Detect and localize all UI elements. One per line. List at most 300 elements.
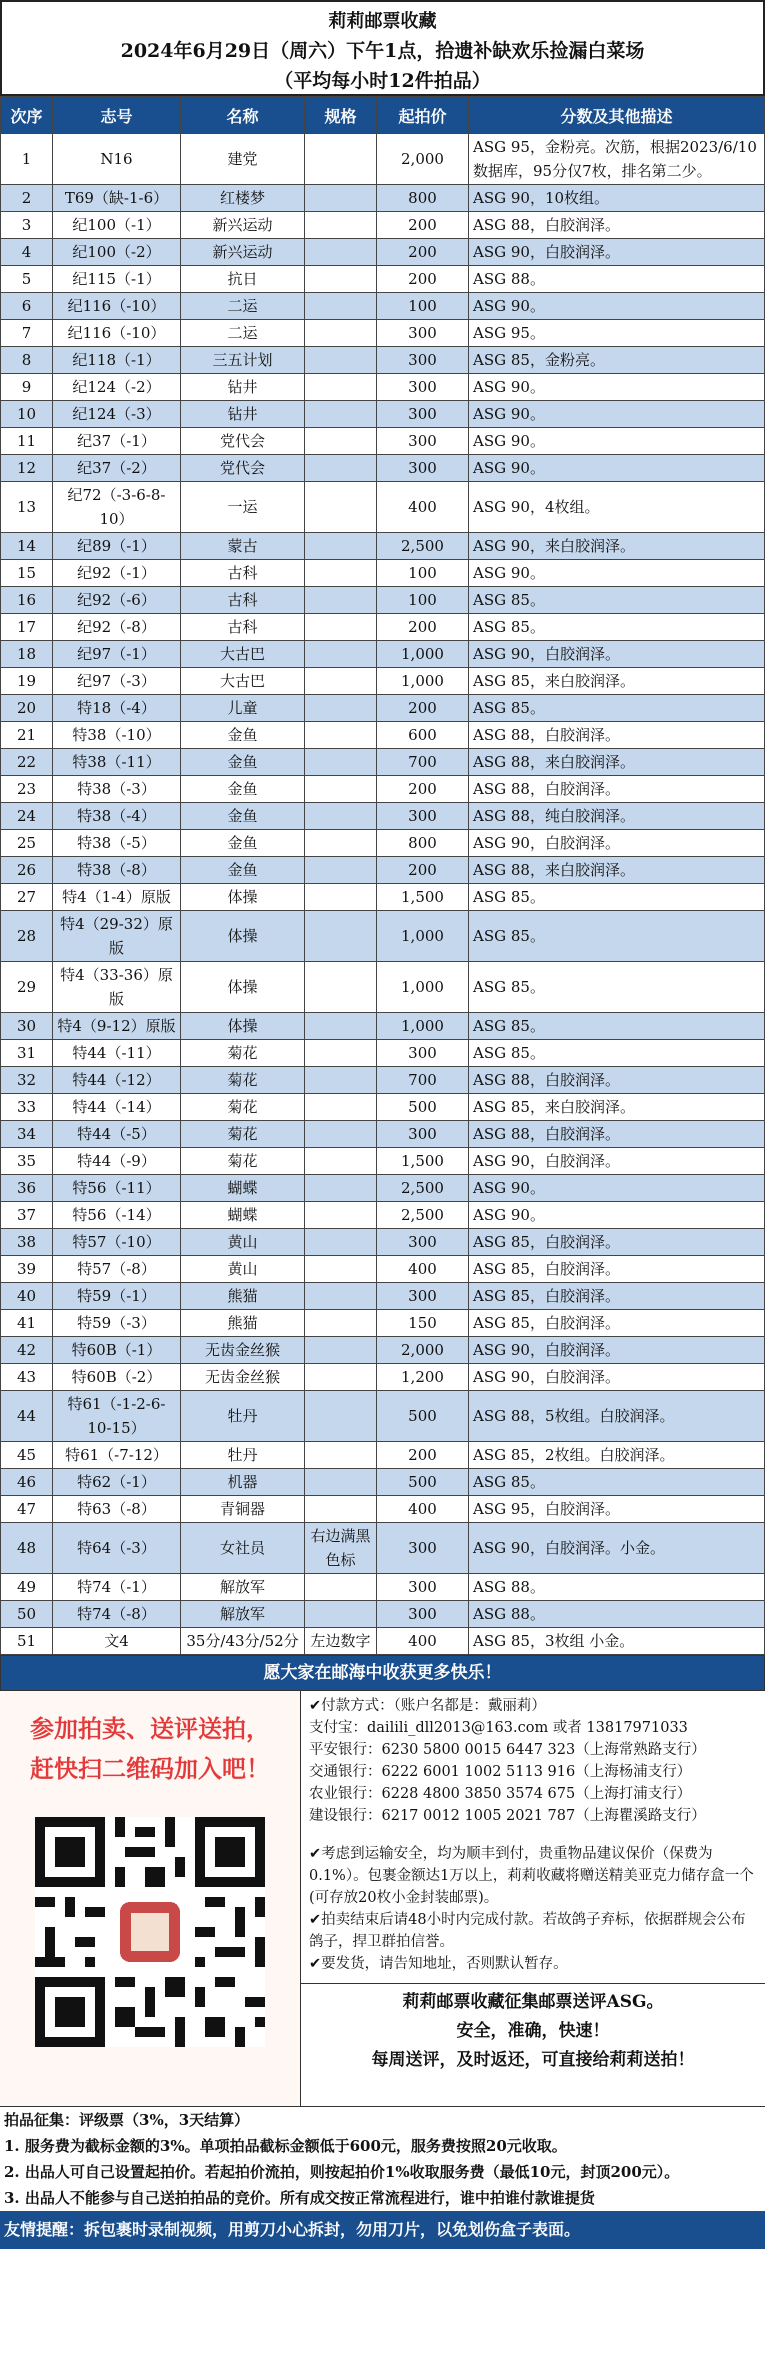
lot-number: 20 [1, 695, 53, 722]
stamp-name: 青铜器 [181, 1496, 305, 1523]
lot-number: 45 [1, 1442, 53, 1469]
stamp-id: 特60B（-1） [53, 1337, 181, 1364]
stamp-id: 特4（33-36）原版 [53, 962, 181, 1013]
start-price: 1,000 [377, 668, 469, 695]
wish-bar: 愿大家在邮海中收获更多快乐！ [0, 1655, 765, 1691]
stamp-name: 抗日 [181, 266, 305, 293]
stamp-spec [305, 1067, 377, 1094]
grade-description: ASG 88，白胶润泽。 [469, 1067, 765, 1094]
stamp-name: 红楼梦 [181, 185, 305, 212]
stamp-spec [305, 455, 377, 482]
stamp-id: 特56（-14） [53, 1202, 181, 1229]
grade-description: ASG 90。 [469, 374, 765, 401]
lot-number: 25 [1, 830, 53, 857]
stamp-id: 纪37（-1） [53, 428, 181, 455]
stamp-spec [305, 1574, 377, 1601]
table-row [1, 1469, 765, 1496]
auction-date-title: 2024年6月29日（周六）下午1点，拾遗补缺欢乐捡漏白菜场 [120, 40, 645, 62]
grade-description: ASG 90，来白胶润泽。 [469, 533, 765, 560]
grade-description: ASG 88。 [469, 1601, 765, 1628]
grade-description: ASG 88。 [469, 1574, 765, 1601]
table-row [1, 1067, 765, 1094]
stamp-id: 特44（-14） [53, 1094, 181, 1121]
stamp-id: 纪100（-2） [53, 239, 181, 266]
lot-number: 10 [1, 401, 53, 428]
stamp-spec [305, 1175, 377, 1202]
start-price: 300 [377, 374, 469, 401]
start-price: 300 [377, 347, 469, 374]
stamp-name: 机器 [181, 1469, 305, 1496]
start-price: 2,500 [377, 1202, 469, 1229]
stamp-name: 党代会 [181, 455, 305, 482]
stamp-id: 特18（-4） [53, 695, 181, 722]
stamp-name: 二运 [181, 293, 305, 320]
grade-description: ASG 88，白胶润泽。 [469, 1121, 765, 1148]
grade-description: ASG 88，来白胶润泽。 [469, 749, 765, 776]
promo-qr-panel [0, 1691, 301, 2106]
stamp-id: N16 [53, 134, 181, 185]
grade-description: ASG 85，2枚组。白胶润泽。 [469, 1442, 765, 1469]
table-row [1, 1442, 765, 1469]
start-price: 200 [377, 614, 469, 641]
grade-description: ASG 90，10枚组。 [469, 185, 765, 212]
start-price: 800 [377, 185, 469, 212]
grade-description: ASG 85。 [469, 1469, 765, 1496]
stamp-name: 儿童 [181, 695, 305, 722]
stamp-id: 特56（-11） [53, 1175, 181, 1202]
table-row [1, 722, 765, 749]
grade-description: ASG 90，4枚组。 [469, 482, 765, 533]
table-row [1, 962, 765, 1013]
grade-description: ASG 85，来白胶润泽。 [469, 1094, 765, 1121]
stamp-id: 特44（-9） [53, 1148, 181, 1175]
table-row [1, 1094, 765, 1121]
stamp-name: 无齿金丝猴 [181, 1364, 305, 1391]
lot-number: 49 [1, 1574, 53, 1601]
lot-number: 39 [1, 1256, 53, 1283]
table-row [1, 320, 765, 347]
start-price: 300 [377, 1229, 469, 1256]
start-price: 800 [377, 830, 469, 857]
stamp-name: 菊花 [181, 1121, 305, 1148]
stamp-id: 特74（-1） [53, 1574, 181, 1601]
table-row [1, 428, 765, 455]
stamp-name: 菊花 [181, 1148, 305, 1175]
stamp-name: 35分/43分/52分 [181, 1628, 305, 1655]
stamp-id: 特61（-1-2-6-10-15） [53, 1391, 181, 1442]
col-header-no: 次序 [1, 97, 53, 134]
stamp-id: 特38（-4） [53, 803, 181, 830]
bank-account-abc: 农业银行：6228 4800 3850 3574 675（上海打浦支行） [309, 1786, 692, 1802]
stamp-name: 体操 [181, 962, 305, 1013]
grade-description: ASG 90，白胶润泽。 [469, 1148, 765, 1175]
qr-code-icon[interactable] [35, 1817, 265, 2047]
lot-number: 24 [1, 803, 53, 830]
table-row [1, 1391, 765, 1442]
table-row [1, 1574, 765, 1601]
table-row [1, 911, 765, 962]
grade-description: ASG 85。 [469, 911, 765, 962]
table-row [1, 695, 765, 722]
grade-description: ASG 85，白胶润泽。 [469, 1283, 765, 1310]
grade-description: ASG 95，金粉亮。次筋，根据2023/6/10数据库，95分仅7枚，排名第二少。 [469, 134, 765, 185]
terms-item-1: 1. 服务费为截标金额的3%。单项拍品截标金额低于600元，服务费按照20元收取。 [4, 2137, 567, 2155]
stamp-name: 菊花 [181, 1040, 305, 1067]
grade-description: ASG 90，白胶润泽。 [469, 1364, 765, 1391]
table-row [1, 533, 765, 560]
stamp-name: 金鱼 [181, 857, 305, 884]
stamp-name: 金鱼 [181, 749, 305, 776]
stamp-spec [305, 1469, 377, 1496]
stamp-spec [305, 749, 377, 776]
table-row [1, 1148, 765, 1175]
stamp-name: 大古巴 [181, 668, 305, 695]
start-price: 1,200 [377, 1364, 469, 1391]
table-row [1, 401, 765, 428]
stamp-spec [305, 1229, 377, 1256]
stamp-id: 纪92（-8） [53, 614, 181, 641]
payment-deadline-note: ✔拍卖结束后请48小时内完成付款。若故鸽子弃标，依据群规会公布鸽子，捍卫群拍信誉。 [309, 1912, 746, 1950]
grade-description: ASG 85。 [469, 884, 765, 911]
grade-description: ASG 90。 [469, 455, 765, 482]
grade-description: ASG 88。 [469, 266, 765, 293]
stamp-spec [305, 239, 377, 266]
start-price: 100 [377, 293, 469, 320]
stamp-id: 特59（-3） [53, 1310, 181, 1337]
table-row [1, 266, 765, 293]
col-header-start: 起拍价 [377, 97, 469, 134]
start-price: 400 [377, 1496, 469, 1523]
table-row [1, 239, 765, 266]
stamp-name: 体操 [181, 1013, 305, 1040]
lot-number: 32 [1, 1067, 53, 1094]
lot-number: 40 [1, 1283, 53, 1310]
lot-number: 18 [1, 641, 53, 668]
stamp-spec [305, 803, 377, 830]
stamp-spec [305, 884, 377, 911]
stamp-spec [305, 857, 377, 884]
start-price: 300 [377, 428, 469, 455]
lot-number: 15 [1, 560, 53, 587]
stamp-name: 建党 [181, 134, 305, 185]
stamp-id: 特38（-8） [53, 857, 181, 884]
stamp-spec [305, 1283, 377, 1310]
stamp-id: 纪92（-6） [53, 587, 181, 614]
start-price: 300 [377, 1523, 469, 1574]
stamp-spec [305, 1391, 377, 1442]
stamp-id: 特59（-1） [53, 1283, 181, 1310]
start-price: 500 [377, 1094, 469, 1121]
lot-number: 38 [1, 1229, 53, 1256]
stamp-id: 纪124（-3） [53, 401, 181, 428]
start-price: 500 [377, 1469, 469, 1496]
lot-number: 37 [1, 1202, 53, 1229]
stamp-spec [305, 1040, 377, 1067]
stamp-name: 蝴蝶 [181, 1202, 305, 1229]
grade-description: ASG 90。 [469, 428, 765, 455]
start-price: 400 [377, 1256, 469, 1283]
start-price: 2,000 [377, 1337, 469, 1364]
stamp-id: 特44（-5） [53, 1121, 181, 1148]
table-row [1, 134, 765, 185]
stamp-spec [305, 587, 377, 614]
grade-description: ASG 85。 [469, 1013, 765, 1040]
stamp-name: 熊猫 [181, 1310, 305, 1337]
table-row [1, 1175, 765, 1202]
bank-account-pingan: 平安银行：6230 5800 0015 6447 323（上海常熟路支行） [309, 1742, 706, 1758]
stamp-id: 特57（-8） [53, 1256, 181, 1283]
grade-description: ASG 90。 [469, 1175, 765, 1202]
address-note: ✔要发货，请告知地址，否则默认暂存。 [309, 1956, 568, 1972]
grade-description: ASG 90。 [469, 560, 765, 587]
grade-description: ASG 95。 [469, 320, 765, 347]
table-row [1, 830, 765, 857]
stamp-id: 特57（-10） [53, 1229, 181, 1256]
table-row [1, 668, 765, 695]
start-price: 100 [377, 587, 469, 614]
stamp-id: 纪72（-3-6-8-10） [53, 482, 181, 533]
promo-section [0, 1691, 765, 2107]
lot-number: 8 [1, 347, 53, 374]
start-price: 200 [377, 266, 469, 293]
start-price: 200 [377, 776, 469, 803]
grade-description: ASG 90，白胶润泽。 [469, 1337, 765, 1364]
start-price: 200 [377, 1442, 469, 1469]
lot-number: 43 [1, 1364, 53, 1391]
grade-description: ASG 90。 [469, 293, 765, 320]
table-row [1, 1013, 765, 1040]
stamp-spec: 左边数字 [305, 1628, 377, 1655]
grade-description: ASG 90。 [469, 1202, 765, 1229]
grade-description: ASG 95，白胶润泽。 [469, 1496, 765, 1523]
stamp-spec [305, 428, 377, 455]
stamp-spec [305, 293, 377, 320]
slogan-line-2: 安全，准确，快速！ [456, 2021, 610, 2041]
grade-description: ASG 90，白胶润泽。 [469, 641, 765, 668]
stamp-name: 钻井 [181, 374, 305, 401]
stamp-spec [305, 668, 377, 695]
stamp-spec [305, 347, 377, 374]
start-price: 400 [377, 1628, 469, 1655]
stamp-spec [305, 1013, 377, 1040]
start-price: 300 [377, 455, 469, 482]
stamp-id: 特38（-3） [53, 776, 181, 803]
start-price: 2,000 [377, 134, 469, 185]
grade-description: ASG 88，白胶润泽。 [469, 722, 765, 749]
table-row [1, 1202, 765, 1229]
lot-number: 9 [1, 374, 53, 401]
stamp-spec [305, 1148, 377, 1175]
table-row [1, 776, 765, 803]
stamp-id: 特60B（-2） [53, 1364, 181, 1391]
table-row [1, 884, 765, 911]
stamp-name: 古科 [181, 560, 305, 587]
start-price: 200 [377, 857, 469, 884]
table-row [1, 1121, 765, 1148]
lot-number: 29 [1, 962, 53, 1013]
terms-heading: 拍品征集：评级票（3%，3天结算） [4, 2111, 250, 2129]
lot-number: 31 [1, 1040, 53, 1067]
stamp-spec [305, 1337, 377, 1364]
stamp-id: 纪37（-2） [53, 455, 181, 482]
lot-number: 30 [1, 1013, 53, 1040]
grade-description: ASG 85，金粉亮。 [469, 347, 765, 374]
stamp-id: 纪118（-1） [53, 347, 181, 374]
stamp-id: 纪116（-10） [53, 320, 181, 347]
start-price: 300 [377, 1121, 469, 1148]
table-row [1, 1364, 765, 1391]
start-price: 300 [377, 1574, 469, 1601]
stamp-name: 古科 [181, 614, 305, 641]
table-row [1, 1496, 765, 1523]
table-row [1, 749, 765, 776]
lot-number: 27 [1, 884, 53, 911]
stamp-spec [305, 1094, 377, 1121]
lot-number: 36 [1, 1175, 53, 1202]
title-block [0, 0, 765, 96]
grade-description: ASG 88，来白胶润泽。 [469, 857, 765, 884]
table-row [1, 587, 765, 614]
stamp-id: 纪89（-1） [53, 533, 181, 560]
appraisal-slogan [301, 1983, 765, 2075]
stamp-spec [305, 1121, 377, 1148]
start-price: 1,500 [377, 884, 469, 911]
lot-number: 50 [1, 1601, 53, 1628]
grade-description: ASG 88，白胶润泽。 [469, 776, 765, 803]
stamp-id: 纪100（-1） [53, 212, 181, 239]
stamp-spec [305, 482, 377, 533]
lot-number: 12 [1, 455, 53, 482]
grade-description: ASG 85，白胶润泽。 [469, 1229, 765, 1256]
stamp-spec [305, 374, 377, 401]
stamp-spec [305, 1496, 377, 1523]
start-price: 200 [377, 212, 469, 239]
stamp-spec [305, 266, 377, 293]
stamp-id: 特44（-12） [53, 1067, 181, 1094]
stamp-spec [305, 212, 377, 239]
bank-account-ccb: 建设银行：6217 0012 1005 2021 787（上海瞿溪路支行） [309, 1808, 706, 1824]
lot-table-body [1, 134, 765, 1655]
lot-number: 6 [1, 293, 53, 320]
stamp-spec [305, 320, 377, 347]
stamp-spec [305, 614, 377, 641]
stamp-id: 文4 [53, 1628, 181, 1655]
grade-description: ASG 85，来白胶润泽。 [469, 668, 765, 695]
lot-number: 3 [1, 212, 53, 239]
table-row [1, 212, 765, 239]
start-price: 100 [377, 560, 469, 587]
table-row [1, 374, 765, 401]
stamp-name: 党代会 [181, 428, 305, 455]
grade-description: ASG 85。 [469, 614, 765, 641]
table-row [1, 1040, 765, 1067]
table-row [1, 1601, 765, 1628]
table-row [1, 482, 765, 533]
friendly-reminder-bar: 友情提醒：拆包裹时录制视频，用剪刀小心拆封，勿用刀片，以免划伤盒子表面。 [0, 2211, 765, 2249]
stamp-name: 新兴运动 [181, 239, 305, 266]
stamp-name: 黄山 [181, 1229, 305, 1256]
stamp-id: 特74（-8） [53, 1601, 181, 1628]
table-row [1, 1283, 765, 1310]
stamp-name: 一运 [181, 482, 305, 533]
stamp-spec [305, 962, 377, 1013]
lot-number: 51 [1, 1628, 53, 1655]
lot-number: 42 [1, 1337, 53, 1364]
table-row [1, 1256, 765, 1283]
col-header-desc: 分数及其他描述 [469, 97, 765, 134]
lot-number: 19 [1, 668, 53, 695]
stamp-spec [305, 830, 377, 857]
grade-description: ASG 85，白胶润泽。 [469, 1310, 765, 1337]
stamp-spec [305, 1256, 377, 1283]
stamp-spec [305, 185, 377, 212]
lot-number: 1 [1, 134, 53, 185]
table-row [1, 185, 765, 212]
stamp-name: 体操 [181, 911, 305, 962]
stamp-id: 特63（-8） [53, 1496, 181, 1523]
stamp-spec [305, 695, 377, 722]
slogan-line-1: 莉莉邮票收藏征集邮票送评ASG。 [402, 1992, 664, 2012]
lot-number: 34 [1, 1121, 53, 1148]
bank-account-bocom: 交通银行：6222 6001 1002 5113 916（上海杨浦支行） [309, 1764, 692, 1780]
stamp-name: 女社员 [181, 1523, 305, 1574]
grade-description: ASG 88，5枚组。白胶润泽。 [469, 1391, 765, 1442]
grade-description: ASG 85。 [469, 587, 765, 614]
stamp-name: 菊花 [181, 1067, 305, 1094]
start-price: 400 [377, 482, 469, 533]
lot-number: 7 [1, 320, 53, 347]
stamp-name: 黄山 [181, 1256, 305, 1283]
alipay-account: 支付宝：dailili_dll2013@163.com 或者 13817971033 [309, 1720, 688, 1736]
stamp-name: 解放军 [181, 1601, 305, 1628]
stamp-id: 纪116（-10） [53, 293, 181, 320]
start-price: 2,500 [377, 1175, 469, 1202]
stamp-id: 纪124（-2） [53, 374, 181, 401]
stamp-name: 金鱼 [181, 830, 305, 857]
grade-description: ASG 85，白胶润泽。 [469, 1256, 765, 1283]
stamp-name: 二运 [181, 320, 305, 347]
stamp-spec [305, 401, 377, 428]
stamp-name: 蒙古 [181, 533, 305, 560]
lot-number: 2 [1, 185, 53, 212]
lot-number: 33 [1, 1094, 53, 1121]
stamp-id: 纪97（-3） [53, 668, 181, 695]
grade-description: ASG 88，白胶润泽。 [469, 212, 765, 239]
stamp-id: 纪97（-1） [53, 641, 181, 668]
start-price: 300 [377, 1601, 469, 1628]
start-price: 200 [377, 695, 469, 722]
start-price: 300 [377, 803, 469, 830]
shop-title: 莉莉邮票收藏 [328, 11, 437, 32]
grade-description: ASG 85。 [469, 1040, 765, 1067]
table-row [1, 641, 765, 668]
start-price: 1,000 [377, 962, 469, 1013]
table-row [1, 293, 765, 320]
grade-description: ASG 85，3枚组 小金。 [469, 1628, 765, 1655]
start-price: 700 [377, 749, 469, 776]
stamp-name: 蝴蝶 [181, 1175, 305, 1202]
stamp-name: 钻井 [181, 401, 305, 428]
stamp-spec [305, 1202, 377, 1229]
grade-description: ASG 90，白胶润泽。 [469, 239, 765, 266]
terms-item-3: 3. 出品人不能参与自己送拍拍品的竞价。所有成交按正常流程进行，谁中拍谁付款谁提货 [4, 2189, 595, 2207]
lot-number: 47 [1, 1496, 53, 1523]
table-row [1, 1337, 765, 1364]
stamp-spec: 右边满黑色标 [305, 1523, 377, 1574]
promo-heading-2: 赶快扫二维码加入吧！ [30, 1754, 270, 1783]
lot-number: 5 [1, 266, 53, 293]
stamp-name: 体操 [181, 884, 305, 911]
